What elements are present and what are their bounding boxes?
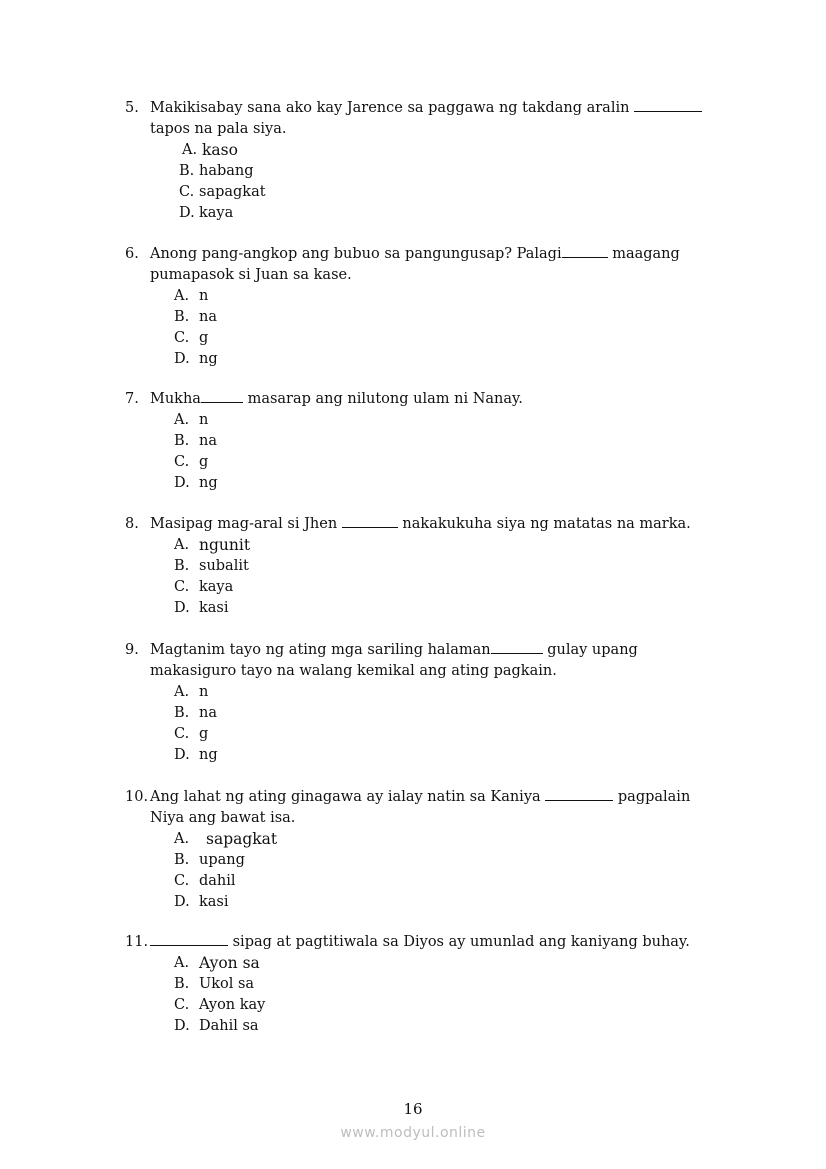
option-d: D. kaya	[179, 205, 234, 221]
answer-blank	[634, 99, 702, 112]
answer-blank	[491, 641, 543, 654]
option-a: A. n	[174, 684, 209, 700]
question-text: Makikisabay sana ako kay Jarence sa paggawa ng takdang aralin	[150, 98, 725, 119]
option-a: A. Ayon sa	[174, 954, 260, 972]
answer-blank	[545, 788, 613, 801]
question-9	[125, 640, 725, 766]
option-d: D. kasi	[174, 600, 229, 616]
question-number: 7.	[125, 391, 139, 407]
page-number: 16	[403, 1100, 423, 1118]
option-a: A. ngunit	[174, 536, 251, 554]
question-5	[125, 98, 725, 224]
option-c: C. Ayon kay	[174, 997, 266, 1013]
question-8	[125, 514, 745, 619]
question-text: Magtanim tayo ng ating mga sariling halaman gulay upang	[150, 642, 638, 658]
question-number: 11.	[125, 934, 149, 950]
option-d: D. ng	[174, 475, 218, 491]
question-text: sipag at pagtitiwala sa Diyos ay umunlad ang kaniyang buhay.	[150, 932, 725, 953]
question-text-continued: Niya ang bawat isa.	[150, 810, 296, 826]
question-number: 9.	[125, 642, 139, 658]
options-list	[125, 286, 725, 370]
option-c: C. sapagkat	[179, 184, 266, 200]
option-b: B. habang	[179, 163, 254, 179]
answer-blank	[342, 515, 398, 528]
option-d: D. ng	[174, 351, 218, 367]
question-text: Anong pang-angkop ang bubuo sa pangungusap? Palagi maagang	[150, 246, 680, 262]
answer-blank	[201, 390, 243, 403]
question-number: 6.	[125, 246, 139, 262]
watermark: www.modyul.online	[340, 1125, 486, 1141]
option-b: B. Ukol sa	[174, 976, 255, 992]
option-b: B. na	[174, 309, 217, 325]
question-text-continued: makasiguro tayo na walang kemikal ang ating pagkain.	[150, 663, 557, 679]
options-list	[125, 682, 725, 766]
question-text: Mukha masarap ang nilutong ulam ni Nanay.	[150, 391, 523, 407]
question-text: Ang lahat ng ating ginagawa ay ialay natin sa Kaniya pagpalain	[150, 789, 691, 805]
option-d: D. ng	[174, 747, 218, 763]
option-b: B. subalit	[174, 558, 249, 574]
question-text-continued: tapos na pala siya.	[150, 121, 287, 137]
option-a: A. n	[174, 412, 209, 428]
option-b: B. upang	[174, 852, 245, 868]
option-c: C. g	[174, 330, 209, 346]
answer-blank	[562, 245, 608, 258]
question-11	[125, 932, 725, 1037]
question-number: 8.	[125, 516, 139, 532]
options-list	[125, 829, 725, 913]
option-b: B. na	[174, 705, 217, 721]
question-7	[125, 389, 725, 494]
option-c: C. g	[174, 726, 209, 742]
options-list	[125, 953, 725, 1037]
option-c: C. g	[174, 454, 209, 470]
option-c: C. dahil	[174, 873, 236, 889]
question-text: Masipag mag-aral si Jhen nakakukuha siya ng matatas na marka.	[150, 516, 691, 532]
question-number: 10.	[125, 789, 149, 805]
options-list	[125, 410, 725, 494]
options-list	[125, 140, 725, 224]
option-a: A. kaso	[182, 141, 238, 159]
question-6	[125, 244, 725, 370]
option-c: C. kaya	[174, 579, 234, 595]
option-d: D. Dahil sa	[174, 1018, 259, 1034]
option-a: A. sapagkat	[174, 830, 278, 848]
option-a: A. n	[174, 288, 209, 304]
question-10	[125, 787, 725, 913]
option-b: B. na	[174, 433, 217, 449]
option-d: D. kasi	[174, 894, 229, 910]
answer-blank	[150, 933, 228, 946]
question-text-continued: pumapasok si Juan sa kase.	[150, 267, 352, 283]
question-number: 5.	[125, 100, 139, 116]
options-list	[125, 535, 745, 619]
